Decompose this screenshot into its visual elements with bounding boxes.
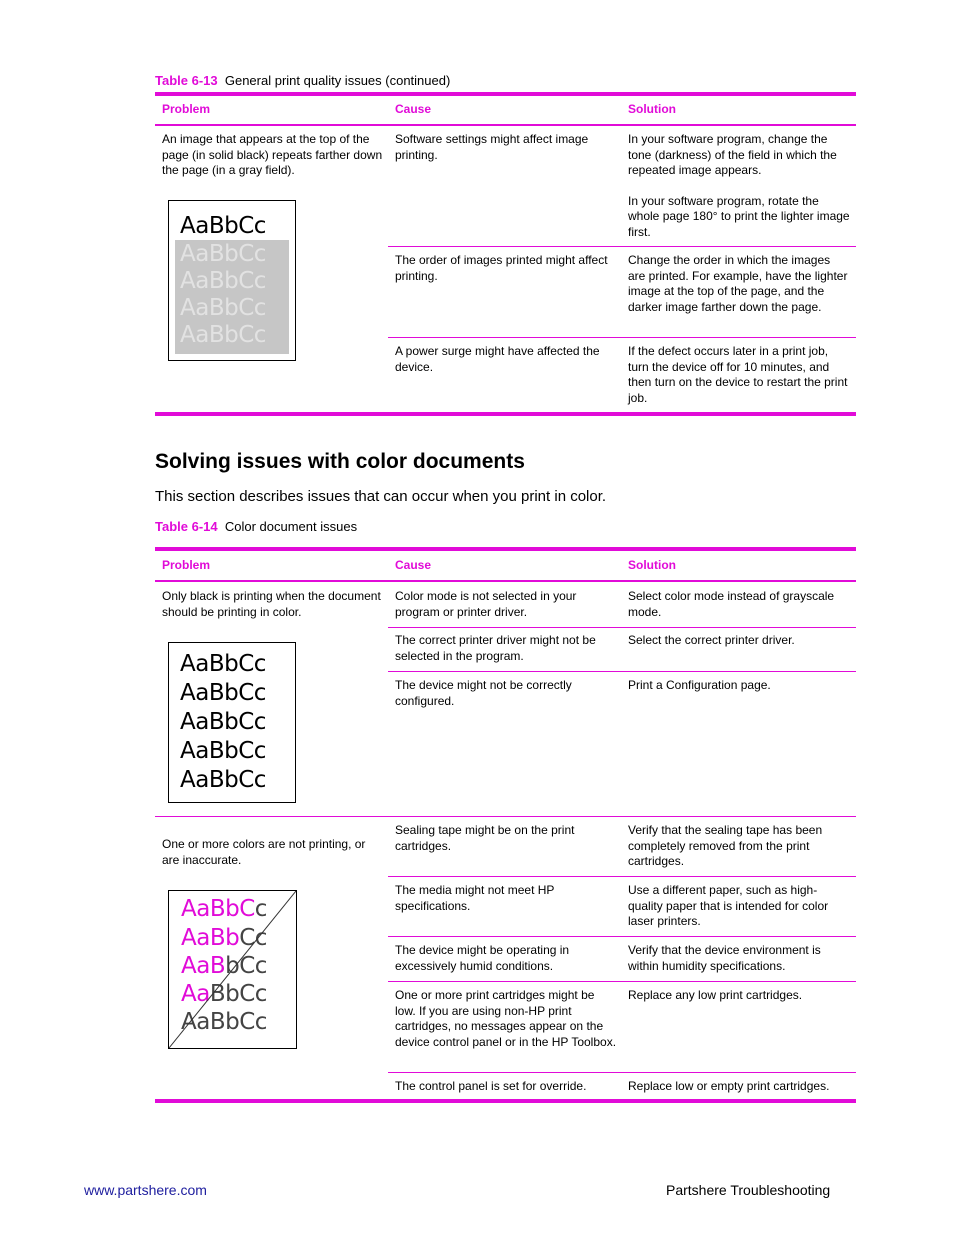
- sample-text-gray: AaBbCc: [181, 953, 267, 979]
- sample-text-ghost: AaBbCc: [180, 241, 266, 267]
- diagonal-divider: [169, 891, 296, 1048]
- cause-cell: The control panel is set for override.: [395, 1079, 587, 1093]
- row-rule: [388, 671, 856, 672]
- solution-cell: Verify that the sealing tape has been completely removed from the print cartridges.: [628, 823, 823, 868]
- sample-text-gray: AaBbCc: [181, 896, 267, 922]
- problem-cell: An image that appears at the top of the page (in solid black) repeats farther down the page (in a gray field).: [162, 132, 383, 177]
- row-rule: [388, 981, 856, 982]
- section-intro: This section describes issues that can occur when you print in color.: [155, 488, 607, 505]
- cause-cell: Software settings might affect image printing.: [395, 132, 589, 162]
- header-rule: [155, 124, 856, 126]
- table-number: Table 6-14: [155, 519, 218, 534]
- row-rule: [388, 1072, 856, 1073]
- sample-text-black: AaBbCc: [180, 738, 266, 764]
- row-rule: [388, 337, 856, 338]
- cause-cell: One or more print cartridges might be low. If you are using non-HP print cartridges, no messages appear on the device control panel or in the HP Toolbox.: [395, 988, 617, 1049]
- missing-color-sample: [168, 890, 297, 1049]
- solution-cell: Replace any low print cartridges.: [628, 988, 803, 1002]
- table-top-rule: [155, 547, 856, 551]
- solution-cell: Replace low or empty print cartridges.: [628, 1079, 830, 1093]
- sample-text-magenta: AaB: [181, 953, 226, 979]
- problem-cell: One or more colors are not printing, or are inaccurate.: [162, 837, 366, 867]
- group-rule: [155, 816, 856, 817]
- sample-text-black: AaBbCc: [180, 767, 266, 793]
- solution-cell: Change the order in which the images are printed. For example, have the lighter image at the top of the page, and the darker image farther down the page.: [628, 253, 848, 314]
- cause-cell: The correct printer driver might not be selected in the program.: [395, 633, 596, 663]
- section-heading: Solving issues with color documents: [155, 450, 525, 473]
- solution-cell: Print a Configuration page.: [628, 678, 771, 692]
- column-header-problem: Problem: [162, 558, 211, 572]
- cause-cell: A power surge might have affected the device.: [395, 344, 600, 374]
- row-rule: [388, 936, 856, 937]
- column-header-problem: Problem: [162, 102, 211, 116]
- table-caption: [155, 519, 357, 534]
- sample-text-magenta: AaBb: [181, 925, 240, 951]
- solution-cell: Select color mode instead of grayscale mode.: [628, 589, 835, 619]
- cause-cell: Sealing tape might be on the print cartridges.: [395, 823, 575, 853]
- solution-paragraph: In your software program, change the tone (darkness) of the field in which the repeated image appears.: [628, 132, 837, 177]
- header-rule: [155, 580, 856, 582]
- cause-cell: The device might not be correctly configured.: [395, 678, 572, 708]
- footer-website-link[interactable]: www.partshere.com: [84, 1182, 207, 1198]
- cause-cell: The order of images printed might affect printing.: [395, 253, 608, 283]
- row-rule: [388, 627, 856, 628]
- sample-text-ghost: AaBbCc: [180, 268, 266, 294]
- column-header-cause: Cause: [395, 102, 432, 116]
- row-rule: [388, 876, 856, 877]
- sample-text-ghost: AaBbCc: [180, 295, 266, 321]
- sample-text-black: AaBbCc: [180, 680, 266, 706]
- sample-text-black: AaBbCc: [180, 651, 266, 677]
- column-header-solution: Solution: [628, 102, 676, 116]
- column-header-solution: Solution: [628, 558, 676, 572]
- problem-cell: Only black is printing when the document should be printing in color.: [162, 589, 381, 619]
- column-header-cause: Cause: [395, 558, 432, 572]
- sample-text-gray: AaBbCc: [181, 981, 267, 1007]
- solution-cell: Use a different paper, such as high-quality paper that is intended for color laser printers.: [628, 883, 829, 928]
- table-top-rule: [155, 92, 856, 96]
- sample-text-magenta: Aa: [181, 981, 210, 1007]
- black-only-sample: [168, 642, 296, 803]
- cause-cell: The device might be operating in excessively humid conditions.: [395, 943, 570, 973]
- solution-cell: Verify that the device environment is within humidity specifications.: [628, 943, 821, 973]
- repeat-image-sample: [168, 200, 296, 361]
- solution-cell: [628, 132, 850, 240]
- sample-text-gray: AaBbCc: [181, 1009, 267, 1035]
- table-title: General print quality issues (continued): [224, 73, 451, 88]
- sample-text-black: AaBbCc: [180, 213, 266, 239]
- solution-paragraph: In your software program, rotate the whole page 180° to print the lighter image first.: [628, 193, 850, 239]
- table-title: Color document issues: [224, 519, 358, 534]
- solution-cell: If the defect occurs later in a print job, turn the device off for 10 minutes, and then turn on the device to restart the print job.: [628, 344, 848, 405]
- table-number: Table 6-13: [155, 73, 218, 88]
- solution-cell: Select the correct printer driver.: [628, 633, 795, 647]
- sample-text-ghost: AaBbCc: [180, 322, 266, 348]
- cause-cell: Color mode is not selected in your program or printer driver.: [395, 589, 577, 619]
- cause-cell: The media might not meet HP specifications.: [395, 883, 555, 913]
- footer-title: Partshere Troubleshooting: [666, 1182, 831, 1198]
- table-caption: [155, 73, 450, 88]
- row-rule: [388, 246, 856, 247]
- table-bottom-rule: [155, 1099, 856, 1103]
- sample-text-black: AaBbCc: [180, 709, 266, 735]
- table-bottom-rule: [155, 412, 856, 416]
- sample-text-magenta: AaBbC: [181, 896, 255, 922]
- sample-text-gray: AaBbCc: [181, 925, 267, 951]
